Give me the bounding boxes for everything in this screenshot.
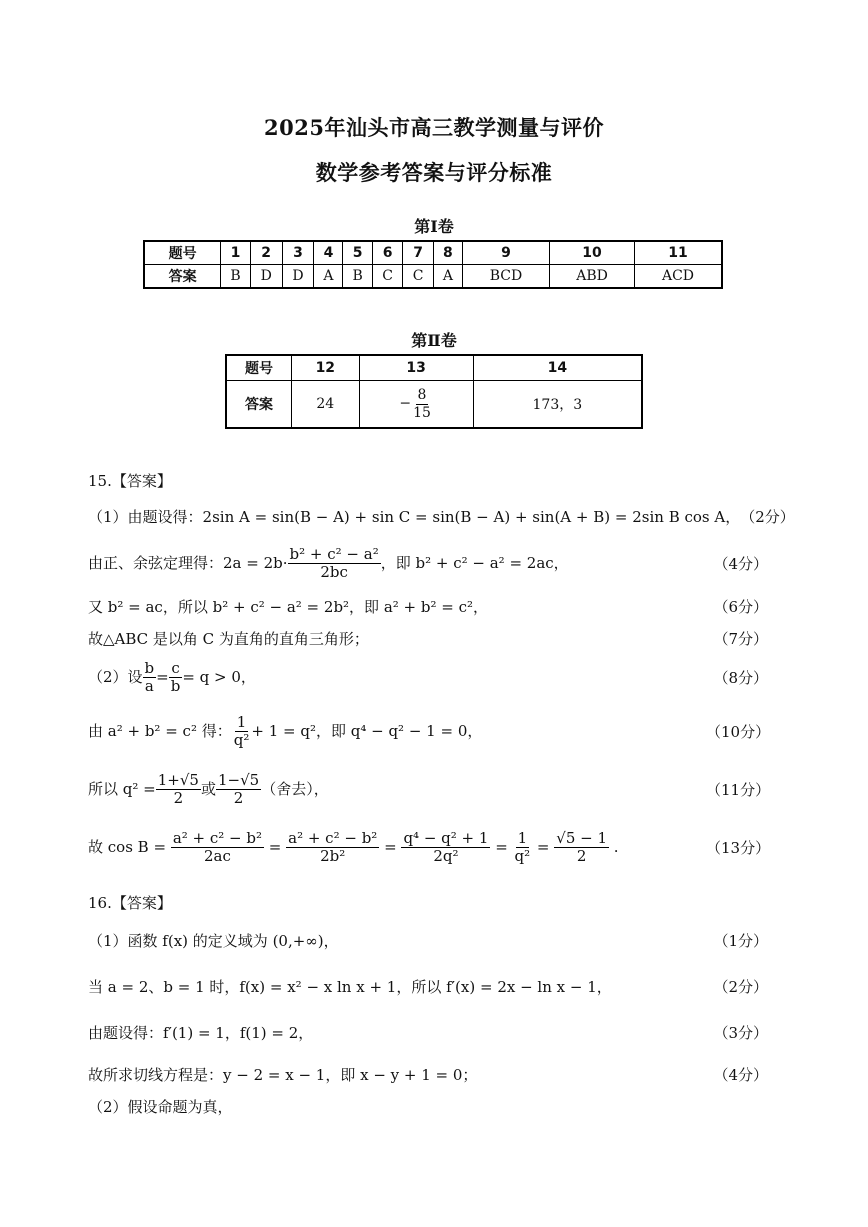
denominator: 2b² [320,847,346,866]
line-pre: 所以 q² = [88,779,156,798]
score: （11分） [706,781,771,800]
question-number: 14 [473,355,642,381]
table-row [144,265,722,289]
fraction [143,660,157,696]
numerator: 1 [236,713,247,731]
row-label: 题号 [144,241,221,265]
line-text [88,660,706,696]
question-number: 3 [282,241,314,265]
q16-header: 16.【答案】 [88,894,172,912]
score: （2分） [740,508,795,526]
table-row [226,355,642,381]
document-title: 2025年汕头市高三教学测量与评价 [264,115,604,140]
answer-cell: B [343,265,372,289]
line-text: 由题设得：f′(1) = 1，f(1) = 2， [88,1024,314,1042]
denominator: 15 [413,404,431,421]
answer-cell-12: 24 [292,381,360,429]
part2-answer-table [225,354,643,429]
line-pre: 由正、余弦定理得：2a = 2b· [88,553,288,572]
fraction [286,830,379,866]
line-text: 当 a = 2、b = 1 时，f(x) = x² − x ln x + 1，所以 f′(x) = 2x − ln x − 1， [88,978,612,996]
question-number: 7 [403,241,434,265]
answer-cell: D [250,265,282,289]
solution-line [88,596,768,617]
question-number: 6 [372,241,403,265]
fraction [156,772,201,808]
solution-line [88,930,768,951]
answer-cell: ABD [550,265,635,289]
answer-cell-13 [359,381,473,429]
line-post: = q > 0， [182,667,256,686]
score: （3分） [713,1024,768,1042]
q15-header: 15.【答案】 [88,472,172,490]
question-number: 10 [550,241,635,265]
answer-cell: A [314,265,343,289]
equals-sign: = [156,667,169,686]
fraction [513,830,533,866]
answer-cell: C [372,265,403,289]
numerator: b [144,659,155,677]
numerator: 1−√5 [217,771,260,789]
solution-line [88,546,768,582]
solution-line [88,660,768,696]
denominator: 2q² [433,847,459,866]
solution-line [88,976,768,997]
line-post: . [613,837,619,856]
denominator: 2ac [203,847,231,866]
line-post: ，即 b² + c² − a² = 2ac， [380,553,569,572]
denominator: 2bc [320,563,348,582]
line-pre: （2）设 [88,667,143,686]
question-number: 13 [359,355,473,381]
document-subtitle: 数学参考答案与评分标准 [315,160,553,185]
denominator: q² [233,731,250,750]
solution-line [88,713,771,750]
denominator: b [170,677,181,696]
score: （8分） [713,669,768,688]
line-pre: 由 a² + b² = c² 得： [88,721,232,740]
answer-cell: C [403,265,434,289]
fraction [288,546,381,582]
score: （6分） [713,598,768,616]
table-row [226,381,642,429]
line-text: （1）由题设得：2sin A = sin(B − A) + sin C = sin(B − A) + sin(A + B) = 2sin B cos A， [88,508,741,526]
line-post: （舍去）， [261,779,329,798]
question-number: 2 [250,241,282,265]
fraction [216,772,261,808]
numerator: a² + c² − b² [288,829,378,847]
solution-line [88,1096,768,1117]
fraction [171,830,264,866]
line-text: （1）函数 f(x) 的定义域为 (0,+∞)， [88,932,339,950]
question-number: 5 [343,241,372,265]
answer-cell: A [433,265,462,289]
solution-line [88,506,795,527]
answer-cell: B [221,265,250,289]
row-label: 题号 [226,355,292,381]
line-text [88,772,706,808]
question-number: 1 [221,241,250,265]
fraction [232,714,252,750]
answer-cell: ACD [635,265,722,289]
row-label: 答案 [144,265,221,289]
numerator: q⁴ − q² + 1 [403,829,489,847]
question-number: 11 [635,241,722,265]
part2-title: 第Ⅱ卷 [411,331,457,350]
solution-line [88,1064,768,1085]
question-number: 12 [292,355,360,381]
fraction [401,830,490,866]
line-text: 故 cos B = $\frac{\text{a² + c² − b²}}{2ac}$ = $\frac{\text{a² + c² − b²}}{\text{2b²}}$ = $\frac{\text{q⁴ − q² + 1}}{\text{2q²}}$ = $\frac{1}{\text{q²}}$ = $\frac{√5 - 1}{2}$ . [88,829,619,866]
score: （2分） [713,978,768,996]
or-word: 或 [200,779,216,798]
fraction [554,830,609,866]
score: （13分） [706,839,771,858]
solution-line [88,628,768,649]
line-text: 故△ABC 是以角 C 为直角的直角三角形； [88,630,369,648]
line-text [88,714,706,750]
line-text: 又 b² = ac，所以 b² + c² − a² = 2b²，即 a² + b² = c²， [88,598,489,616]
score: （4分） [713,555,768,574]
score: （4分） [713,1066,768,1084]
numerator: 1 [517,829,528,847]
denominator: 2 [233,789,244,808]
denominator: 2 [173,789,184,808]
solution-line [88,771,771,808]
solution-line [88,1022,768,1043]
question-number: 9 [462,241,549,265]
numerator: √5 − 1 [556,829,608,847]
score: （10分） [706,723,771,742]
line-text [88,546,706,582]
numerator: 1+√5 [157,771,199,789]
minus-sign: − [399,396,412,412]
part1-title: 第Ⅰ卷 [414,217,454,236]
numerator: b² + c² − a² [289,545,379,563]
denominator: 2 [576,847,587,866]
table-row [144,241,722,265]
numerator: c [171,659,180,677]
question-number: 4 [314,241,343,265]
line-pre: 故 cos B = [88,837,167,856]
numerator: 8 [417,387,427,404]
question-number: 8 [433,241,462,265]
fraction [169,660,183,696]
score: （7分） [713,630,768,648]
numerator: a² + c² − b² [172,829,263,847]
part1-answer-table [143,240,723,289]
denominator: a [144,677,154,696]
fraction [411,387,433,420]
solution-line [88,829,771,866]
answer-cell: D [282,265,314,289]
score: （1分） [713,932,768,950]
line-post: + 1 = q²，即 q⁴ − q² − 1 = 0， [251,721,483,740]
row-label: 答案 [226,381,292,429]
answer-cell: BCD [462,265,549,289]
denominator: q² [514,847,531,866]
answer-cell-14: 173，3 [473,381,642,429]
line-text: 故所求切线方程是：y − 2 = x − 1，即 x − y + 1 = 0； [88,1066,478,1084]
line-text: （2）假设命题为真， [88,1098,233,1116]
